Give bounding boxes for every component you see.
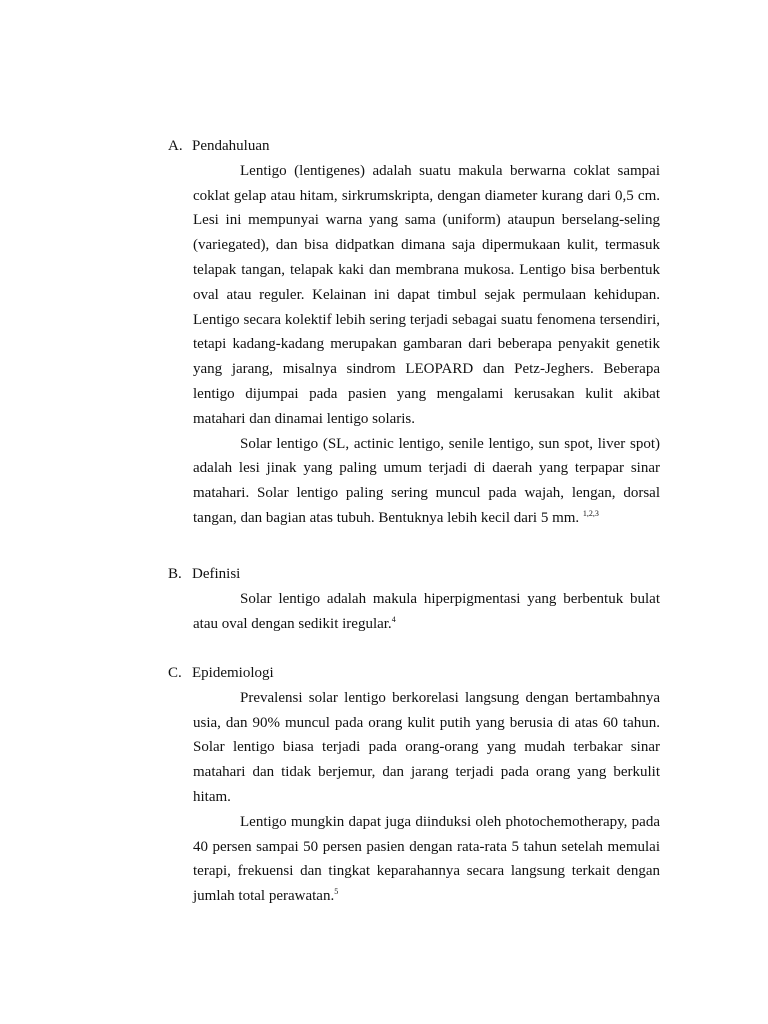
paragraph — [193, 432, 660, 531]
paragraph — [193, 810, 660, 909]
section-heading — [168, 134, 660, 159]
reference-superscript: 5 — [334, 887, 339, 897]
section-letter: A. — [168, 138, 183, 154]
paragraph-text: Prevalensi solar lentigo berkorelasi langsung dengan bertambahnya usia, dan 90% muncul pada orang kulit putih yang berusia di atas 60 tahun. Solar lentigo biasa terjadi pada orang-orang yang mudah terbakar sinar matahari dan tidak berjemur, dan jarang terjadi pada orang yang berkulit hitam. — [193, 689, 660, 805]
paragraph — [193, 686, 660, 810]
paragraph-text: Solar lentigo adalah makula hiperpigmentasi yang berbentuk bulat atau oval dengan sedikit iregular. — [193, 590, 660, 632]
section-title: Epidemiologi — [192, 665, 274, 681]
section-letter: B. — [168, 566, 182, 582]
section-pendahuluan — [168, 134, 660, 531]
section-body — [193, 587, 660, 637]
reference-superscript: 4 — [391, 614, 396, 624]
paragraph — [193, 159, 660, 432]
section-title: Definisi — [192, 566, 241, 582]
paragraph-text: Lentigo mungkin dapat juga diinduksi oleh photochemotherapy, pada 40 persen sampai 50 persen pasien dengan rata-rata 5 tahun setelah memulai terapi, frekuensi dan tingkat keparahannya secara langsung terkait dengan jumlah total perawatan. — [193, 813, 660, 905]
paragraph-text: Lentigo (lentigenes) adalah suatu makula berwarna coklat sampai coklat gelap atau hitam, sirkrumskripta, dengan diameter kurang dari 0,5 cm. Lesi ini mempunyai warna yang sama (uniform) ataupun berselang-seling (variegated), dan bisa didpatkan dimana saja dipermukaan kulit, termasuk telapak tangan, telapak kaki dan membrana mukosa. Lentigo bisa berbentuk oval atau reguler. Kelainan ini dapat timbul sejak permulaan kehidupan. Lentigo secara kolektif lebih sering terjadi sebagai suatu fenomena tersendiri, tetapi kadang-kadang merupakan gambaran dari beberapa penyakit genetik yang jarang, misalnya sindrom LEOPARD dan Petz-Jeghers. Beberapa lentigo dijumpai pada pasien yang mengalami kerusakan kulit akibat matahari dan dinamai lentigo solaris. — [193, 162, 660, 427]
section-heading — [168, 661, 660, 686]
paragraph — [193, 587, 660, 637]
paragraph-text: Solar lentigo (SL, actinic lentigo, senile lentigo, sun spot, liver spot) adalah lesi jinak yang paling umum terjadi di daerah yang terpapar sinar matahari. Solar lentigo paling sering muncul pada wajah, lengan, dorsal tangan, dan bagian atas tubuh. Bentuknya lebih kecil dari 5 mm. — [193, 435, 660, 526]
reference-superscript: 1,2,3 — [582, 508, 599, 518]
section-heading — [168, 562, 660, 587]
section-letter: C. — [168, 665, 182, 681]
section-body — [193, 159, 660, 531]
section-epidemiologi — [168, 661, 660, 909]
section-title: Pendahuluan — [192, 138, 270, 154]
section-body — [193, 686, 660, 909]
section-definisi — [168, 562, 660, 636]
